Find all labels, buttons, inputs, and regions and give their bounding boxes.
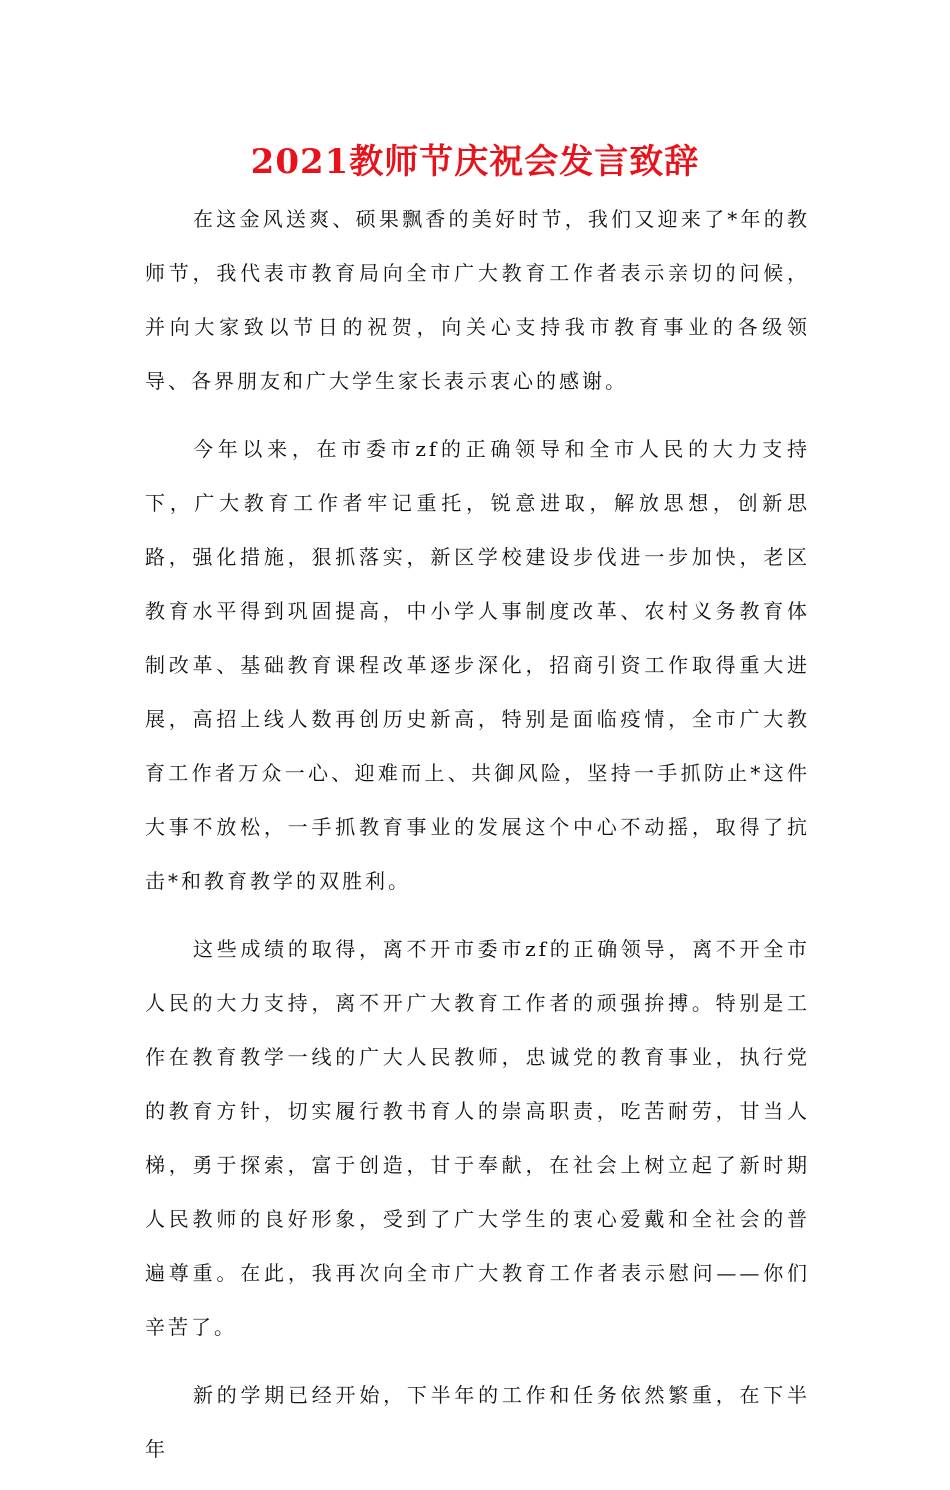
document-title: 2021教师节庆祝会发言致辞 xyxy=(250,142,700,182)
paragraph-greeting: 在这金风送爽、硕果飘香的美好时节，我们又迎来了*年的教师节，我代表市教育局向全市广大教育工作者表示亲切的问候，并向大家致以节日的祝贺，向关心支持我市教育事业的各级领导、各界朋友和广大学生家长表示衷心的感谢。 xyxy=(145,207,810,393)
paragraph-new-semester: 新的学期已经开始，下半年的工作和任务依然繁重，在下半年 xyxy=(145,1383,810,1461)
paragraph-gratitude: 这些成绩的取得，离不开市委市zf的正确领导，离不开全市人民的大力支持，离不开广大教育工作者的顽强拚搏。特别是工作在教育教学一线的广大人民教师，忠诚党的教育事业，执行党的教育方针，切实履行教书育人的崇高职责，吃苦耐劳，甘当人梯，勇于探索，富于创造，甘于奉献，在社会上树立起了新时期人民教师的良好形象，受到了广大学生的衷心爱戴和全社会的普遍尊重。在此，我再次向全市广大教育工作者表示慰问——你们辛苦了。 xyxy=(145,937,810,1339)
paragraph-achievements: 今年以来，在市委市zf的正确领导和全市人民的大力支持下，广大教育工作者牢记重托，锐意进取，解放思想，创新思路，强化措施，狠抓落实，新区学校建设步伐进一步加快，老区教育水平得到巩固提高，中小学人事制度改革、农村义务教育体制改革、基础教育课程改革逐步深化，招商引资工作取得重大进展，高招上线人数再创历史新高，特别是面临疫情，全市广大教育工作者万众一心、迎难而上、共御风险，坚持一手抓防止*这件大事不放松，一手抓教育事业的发展这个中心不动摇，取得了抗击*和教育教学的双胜利。 xyxy=(145,437,810,893)
document-body xyxy=(145,192,810,1490)
